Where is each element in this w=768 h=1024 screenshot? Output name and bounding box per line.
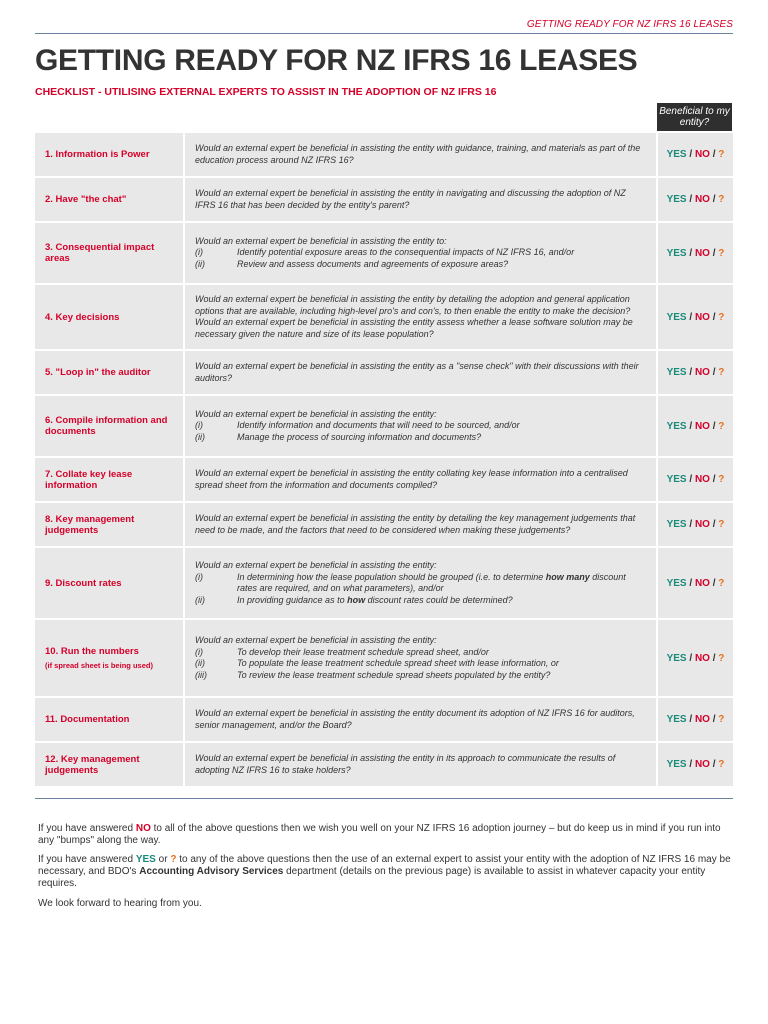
- answer-unsure[interactable]: ?: [718, 194, 725, 205]
- footer-paragraph-no: If you have answered NO to all of the above questions then we wish you well on your NZ IFRS 16 adoption journey – but do keep us in mind if you run into any "bumps" along the way.: [38, 823, 721, 846]
- row-label-text: 10. Run the numbers: [45, 646, 139, 657]
- question-text: Would an external expert be beneficial in assisting the entity:: [195, 408, 437, 419]
- answer-separator: /: [709, 311, 719, 323]
- sub-item-text: Manage the process of sourcing information and documents?: [237, 431, 482, 442]
- sub-item-number: (iii): [195, 669, 207, 680]
- answer-no[interactable]: NO: [694, 519, 710, 530]
- checklist-row: [35, 698, 733, 741]
- row-label-text: 7. Collate key lease information: [45, 468, 133, 491]
- answer-no[interactable]: NO: [694, 474, 710, 485]
- checklist-row: [35, 620, 733, 696]
- sub-item-text: To populate the lease treatment schedule spread sheet with lease information, or: [237, 658, 559, 668]
- row-sublabel: (if spread sheet is being used): [45, 661, 153, 670]
- row-label: [35, 223, 185, 283]
- row-answer-options: [658, 548, 733, 618]
- sub-item-text: [237, 595, 646, 607]
- answer-separator: /: [709, 474, 719, 485]
- sub-item-text-bold: how many: [545, 571, 590, 582]
- question-text: Would an external expert be beneficial in assisting the entity document its adoption of NZ IFRS 16 for auditors, senior management, and/or the Board?: [195, 708, 635, 730]
- row-question: [185, 223, 658, 283]
- yes-highlight: YES: [135, 854, 156, 865]
- row-label-text: 3. Consequential impact areas: [45, 242, 155, 264]
- row-question: [185, 178, 658, 221]
- sub-item-number: (ii): [195, 258, 205, 269]
- answer-yes[interactable]: YES: [666, 652, 687, 664]
- row-answer-options: [658, 285, 733, 349]
- row-question: [185, 458, 658, 501]
- row-label: [35, 548, 185, 618]
- answer-unsure[interactable]: ?: [718, 149, 725, 160]
- page-title: GETTING READY FOR NZ IFRS 16 LEASES: [35, 44, 638, 77]
- answer-no[interactable]: NO: [694, 149, 710, 160]
- row-label: [35, 620, 185, 696]
- answer-no[interactable]: NO: [694, 759, 710, 770]
- sub-item-text-post: discount rates could be determined?: [365, 594, 513, 605]
- answer-no[interactable]: NO: [694, 652, 710, 664]
- row-question: [185, 351, 658, 394]
- row-label: [35, 743, 185, 786]
- answer-separator: /: [709, 759, 719, 770]
- answer-yes[interactable]: YES: [666, 577, 687, 589]
- answer-separator: /: [686, 714, 695, 725]
- row-question: [185, 620, 658, 696]
- row-question: [185, 133, 658, 176]
- row-question: [185, 503, 658, 546]
- answer-separator: /: [686, 149, 695, 160]
- question-sub-item: [195, 658, 646, 670]
- page-subtitle: CHECKLIST - UTILISING EXTERNAL EXPERTS TO ASSIST IN THE ADOPTION OF NZ IFRS 16: [35, 86, 497, 98]
- answer-unsure[interactable]: ?: [718, 474, 725, 485]
- row-answer-options: [658, 133, 733, 176]
- question-text: Would an external expert be beneficial in assisting the entity by detailing the key management judgements that need to be made, and the factors that need to be considered when making these judgements?: [195, 513, 636, 535]
- question-text: Would an external expert be beneficial in assisting the entity to:: [195, 235, 447, 246]
- row-answer-options: [658, 743, 733, 786]
- row-question: [185, 698, 658, 741]
- sub-item-text-bold: how: [347, 594, 366, 605]
- question-text: Would an external expert be beneficial in assisting the entity:: [195, 635, 437, 645]
- answer-separator: /: [709, 247, 719, 259]
- header-divider: [35, 33, 733, 34]
- question-text-secondary: Would an external expert be beneficial in assisting the entity assess whether a lease software solution may be necessary given the nature and size of its lease population?: [195, 317, 633, 339]
- question-text: Would an external expert be beneficial in assisting the entity in its approach to communicate the results of adopting NZ IFRS 16 to stake holders?: [195, 753, 616, 775]
- checklist-row: [35, 351, 733, 394]
- row-answer-options: [658, 458, 733, 501]
- sub-item-number: (i): [195, 646, 203, 657]
- row-label-text: 2. Have "the chat": [45, 194, 127, 205]
- answer-no[interactable]: NO: [694, 577, 710, 589]
- answer-unsure[interactable]: ?: [718, 519, 725, 530]
- checklist-row: [35, 133, 733, 176]
- row-label: [35, 698, 185, 741]
- row-label: [35, 133, 185, 176]
- answer-separator: /: [709, 194, 719, 205]
- row-label: [35, 178, 185, 221]
- answer-separator: /: [686, 759, 695, 770]
- answer-no[interactable]: NO: [694, 311, 710, 323]
- answer-separator: /: [686, 311, 695, 323]
- answer-separator: /: [686, 194, 695, 205]
- unsure-highlight: ?: [170, 854, 177, 865]
- question-text: Would an external expert be beneficial in assisting the entity in navigating and discussing the adoption of NZ IFRS 16 that has been decided by the entity's parent?: [195, 188, 626, 210]
- checklist-row: [35, 743, 733, 786]
- row-label-text: 5. "Loop in" the auditor: [45, 367, 151, 378]
- row-answer-options: [658, 396, 733, 456]
- row-label: [35, 285, 185, 349]
- question-sub-item: [195, 670, 646, 682]
- answer-yes[interactable]: YES: [666, 519, 687, 530]
- answer-yes[interactable]: YES: [666, 714, 687, 725]
- row-answer-options: [658, 698, 733, 741]
- footer-paragraph-yes: If you have answered YES or ? to any of the above questions then the use of an external expert to assist your entity with the adoption of NZ IFRS 16 may be necessary, and BDO's Accounting Advisory Services department (details on the previous page) is available to assist in whatever capacity your entity requires.: [38, 854, 731, 889]
- no-highlight: NO: [135, 823, 151, 834]
- sub-item-text-pre: In determining how the lease population should be grouped (i.e. to determine: [237, 571, 546, 582]
- row-answer-options: [658, 620, 733, 696]
- question-sub-item: [195, 647, 646, 659]
- sub-item-number: (ii): [195, 431, 205, 442]
- checklist-row: [35, 503, 733, 546]
- answer-separator: /: [709, 714, 719, 725]
- answer-yes[interactable]: YES: [666, 759, 687, 770]
- answer-separator: /: [709, 577, 719, 589]
- checklist-row: [35, 458, 733, 501]
- checklist-table: [35, 131, 733, 788]
- row-question: [185, 396, 658, 456]
- answer-separator: /: [709, 420, 719, 432]
- sub-item-text: Review and assess documents and agreements of exposure areas?: [237, 258, 509, 269]
- sub-item-text-post: discount rates are required, and on what parameters), and/or: [237, 571, 626, 593]
- column-header-beneficial: Beneficial to my entity?: [657, 103, 732, 131]
- answer-yes[interactable]: YES: [666, 247, 687, 259]
- answer-unsure[interactable]: ?: [718, 311, 725, 323]
- question-text: Would an external expert be beneficial in assisting the entity collating key lease information into a centralised spread sheet from the information and documents compiled?: [195, 468, 628, 490]
- answer-unsure[interactable]: ?: [718, 759, 725, 770]
- question-sub-item: [195, 572, 646, 595]
- answer-no[interactable]: NO: [694, 714, 710, 725]
- checklist-row: [35, 548, 733, 618]
- sub-item-number: (i): [195, 571, 203, 582]
- sub-item-text: [237, 572, 646, 595]
- row-answer-options: [658, 503, 733, 546]
- answer-separator: /: [686, 577, 695, 589]
- answer-no[interactable]: NO: [694, 420, 710, 432]
- answer-separator: /: [686, 519, 695, 530]
- sub-item-text-pre: In providing guidance as to: [237, 594, 348, 605]
- answer-yes[interactable]: YES: [666, 311, 687, 323]
- answer-yes[interactable]: YES: [666, 474, 687, 485]
- checklist-row: [35, 396, 733, 456]
- row-answer-options: [658, 223, 733, 283]
- question-sub-item: [195, 420, 646, 432]
- sub-item-number: (i): [195, 247, 203, 258]
- row-label: [35, 396, 185, 456]
- row-answer-options: [658, 351, 733, 394]
- sub-item-number: (ii): [195, 594, 205, 605]
- row-question: [185, 743, 658, 786]
- row-label: [35, 458, 185, 501]
- answer-separator: /: [686, 474, 695, 485]
- row-label-text: 1. Information is Power: [45, 149, 150, 160]
- sub-item-text: Identify potential exposure areas to the consequential impacts of NZ IFRS 16, and/or: [237, 247, 575, 258]
- answer-separator: /: [709, 367, 719, 378]
- sub-item-text: To review the lease treatment schedule spread sheets populated by the entity?: [237, 669, 551, 680]
- service-name: Accounting Advisory Services: [139, 866, 284, 877]
- footer-closing: We look forward to hearing from you.: [38, 898, 202, 909]
- question-sub-item: [195, 432, 646, 444]
- question-text: Would an external expert be beneficial in assisting the entity as a "sense check" with their discussions with their auditors?: [195, 361, 639, 383]
- sub-item-text: To develop their lease treatment schedule spread sheet, and/or: [237, 646, 489, 657]
- answer-separator: /: [686, 420, 695, 432]
- answer-unsure[interactable]: ?: [718, 714, 725, 725]
- answer-unsure[interactable]: ?: [718, 367, 725, 378]
- answer-no[interactable]: NO: [694, 367, 710, 378]
- row-label: [35, 351, 185, 394]
- row-question: [185, 285, 658, 349]
- question-sub-item: [195, 259, 646, 271]
- answer-yes[interactable]: YES: [666, 367, 687, 378]
- answer-separator: /: [709, 652, 719, 664]
- row-label-text: 6. Compile information and documents: [45, 415, 168, 437]
- running-header: GETTING READY FOR NZ IFRS 16 LEASES: [526, 19, 733, 30]
- question-text: Would an external expert be beneficial in assisting the entity by detailing the adoption and general application options that are available, including high-level pro's and con's, to then enable the entity to make the decision?: [195, 294, 631, 316]
- answer-unsure[interactable]: ?: [718, 420, 725, 432]
- row-label-text: 4. Key decisions: [45, 311, 120, 323]
- row-label-text: 12. Key management judgements: [45, 753, 140, 776]
- row-label-text: 11. Documentation: [45, 714, 130, 725]
- row-label: [35, 503, 185, 546]
- question-text: Would an external expert be beneficial in assisting the entity:: [195, 560, 437, 570]
- row-question: [185, 548, 658, 618]
- answer-unsure[interactable]: ?: [718, 247, 725, 259]
- row-label-text: 9. Discount rates: [45, 577, 122, 589]
- answer-unsure[interactable]: ?: [718, 577, 725, 589]
- row-label-text: 8. Key management judgements: [45, 513, 135, 536]
- sub-item-text: Identify information and documents that will need to be sourced, and/or: [237, 420, 520, 431]
- row-answer-options: [658, 178, 733, 221]
- sub-item-number: (i): [195, 420, 203, 431]
- answer-no[interactable]: NO: [694, 194, 710, 205]
- question-sub-item: [195, 247, 646, 259]
- answer-separator: /: [686, 247, 695, 259]
- answer-yes[interactable]: YES: [666, 194, 687, 205]
- sub-item-number: (ii): [195, 658, 205, 668]
- answer-yes[interactable]: YES: [666, 420, 687, 432]
- table-bottom-divider: [35, 798, 733, 799]
- answer-separator: /: [686, 652, 695, 664]
- checklist-row: [35, 223, 733, 283]
- answer-yes[interactable]: YES: [666, 149, 687, 160]
- answer-unsure[interactable]: ?: [718, 652, 725, 664]
- question-sub-item: [195, 595, 646, 607]
- checklist-row: [35, 285, 733, 349]
- answer-no[interactable]: NO: [694, 247, 710, 259]
- answer-separator: /: [686, 367, 695, 378]
- question-text: Would an external expert be beneficial in assisting the entity with guidance, training, and materials as part of the education process around NZ IFRS 16?: [195, 143, 641, 165]
- answer-separator: /: [709, 519, 719, 530]
- checklist-row: [35, 178, 733, 221]
- answer-separator: /: [709, 149, 719, 160]
